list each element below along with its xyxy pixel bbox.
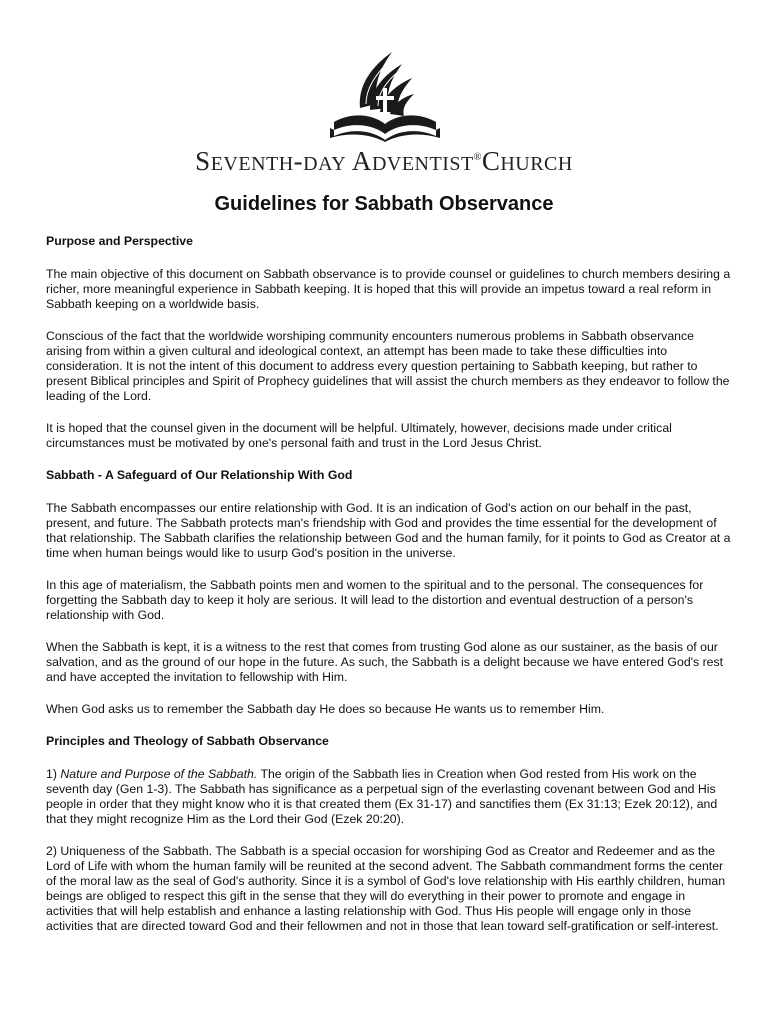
church-name-part: DVENTIST <box>371 153 474 175</box>
church-name-part: S <box>195 146 211 176</box>
church-name-part: C <box>481 146 501 176</box>
section-heading: Purpose and Perspective <box>46 234 193 248</box>
church-logo <box>330 46 440 142</box>
registered-mark: ® <box>473 152 482 163</box>
document-title: Guidelines for Sabbath Observance <box>214 193 554 215</box>
paragraph: The Sabbath encompasses our entire relationship with God. It is an indication of God's action on our behalf in the past, present, and future. The Sabbath protects man's friendship with God and provides the time essential for the development of that relationship. The Sabbath clarifies the relationship between God and the human family, for it points to God as Creator at a time when human beings would like to usurp God's position in the universe. <box>46 501 731 560</box>
church-name-part: EVENTH <box>210 153 294 175</box>
church-name <box>0 146 768 177</box>
paragraph: When God asks us to remember the Sabbath day He does so because He wants us to remember Him. <box>46 702 605 716</box>
item-italic-lead: Nature and Purpose of the Sabbath. <box>60 767 258 781</box>
section-heading: Sabbath - A Safeguard of Our Relationship With God <box>46 468 353 482</box>
paragraph: In this age of materialism, the Sabbath points men and women to the spiritual and to the personal. The consequences for forgetting the Sabbath day to keep it holy are serious. It will lead to the distortion and eventual destruction of a person's relationship with God. <box>46 578 704 622</box>
paragraph: When the Sabbath is kept, it is a witness to the rest that comes from trusting God alone as our sustainer, as the basis of our salvation, and as the ground of our hope in the future. As such, the Sabbath is a delight because we have entered God's rest and have accepted the invitation to fellowship with Him. <box>46 640 724 684</box>
church-name-part: DAY <box>303 153 347 175</box>
flame-over-open-bible-logo-icon <box>330 46 440 142</box>
numbered-paragraph <box>46 844 732 934</box>
document-body <box>46 234 732 951</box>
church-name-part: - <box>293 146 304 176</box>
paragraph: It is hoped that the counsel given in the document will be helpful. Ultimately, however, decisions made under critical circumstances must be motivated by one's personal faith and trust in the Lord Jesus Christ. <box>46 421 672 450</box>
church-name-part: HURCH <box>500 153 573 175</box>
item-text: Uniqueness of the Sabbath. The Sabbath is a special occasion for worshiping God as Creator and Redeemer and as the Lord of Life with whom the human family will be reunited at the second advent. The Sabbath commandment forms the center of the moral law as the seal of God's authority. Since it is a symbol of God's love relationship with His earthly children, human beings are obliged to respect this gift in the sense that they will do everything in their power to promote and engage in activities that will help establish and enhance a lasting relationship with God. Thus His people will engage only in those activities that are directed toward God and their fellowmen and not in those that lean toward self-gratification or self-interest. <box>46 844 726 933</box>
church-name-part: A <box>346 146 372 176</box>
item-number: 2) <box>46 844 57 858</box>
item-text: The origin of the Sabbath lies in Creation when God rested from His work on the seventh day (Gen 1-3). The Sabbath has significance as a perpetual sign of the everlasting covenant between God and His people in order that they might know who it is that created them (Ex 31-17) and sanctifies them (Ex 31:13; Ezek 20:12), and that they might recognize Him as the Lord their God (Ezek 20:20). <box>46 767 718 826</box>
item-number: 1) <box>46 767 57 781</box>
paragraph: The main objective of this document on Sabbath observance is to provide counsel or guidelines to church members desiring a richer, more meaningful experience in Sabbath keeping. It is hoped that this will provide an impetus toward a real reform in Sabbath keeping on a worldwide basis. <box>46 267 731 311</box>
numbered-paragraph <box>46 767 732 827</box>
paragraph: Conscious of the fact that the worldwide worshiping community encounters numerous problems in Sabbath observance arising from within a given cultural and ideological context, an attempt has been made to take these difficulties into consideration. It is not the intent of this document to address every question pertaining to Sabbath keeping, but rather to present Biblical principles and Spirit of Prophecy guidelines that will assist the church members as they endeavor to follow the leading of the Lord. <box>46 329 730 403</box>
section-heading: Principles and Theology of Sabbath Observance <box>46 734 329 748</box>
